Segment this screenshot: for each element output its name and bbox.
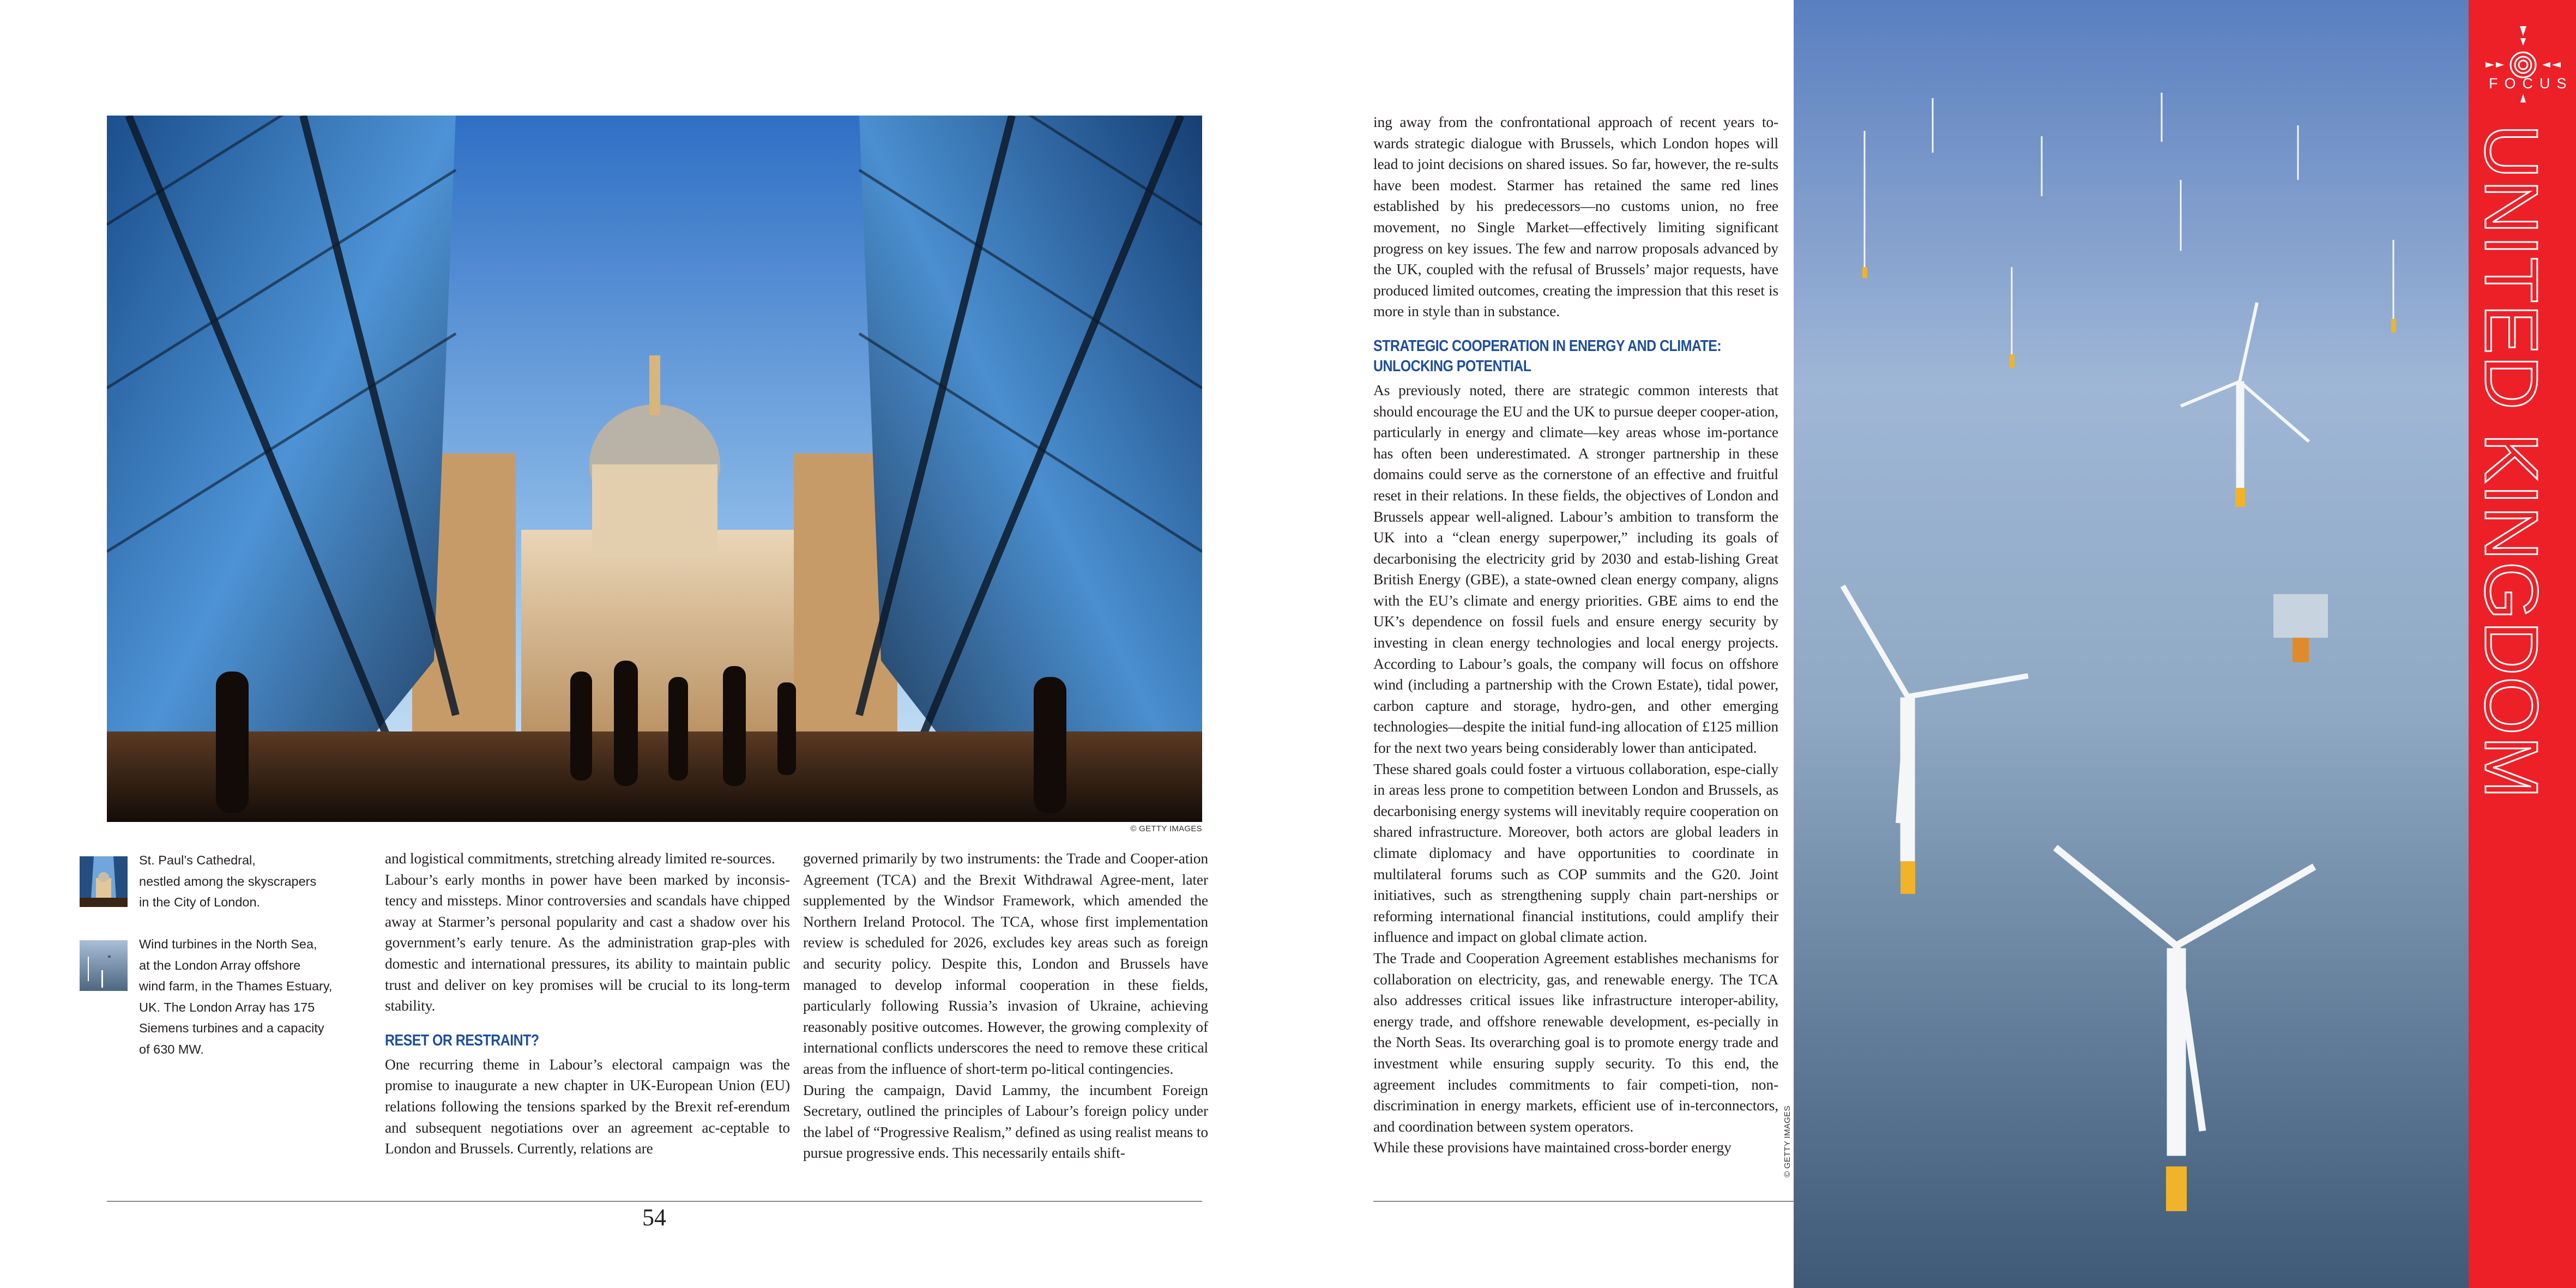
cathedral-caption: St. Paul’s Cathedral, nestled among the skyscrapers in the City of London. <box>139 853 317 909</box>
body-paragraph: The Trade and Cooperation Agreement establishes mechanisms for collaboration on electricity, gas, and renewable energy. The TCA also addresses critical issues like infrastructure interoper-ability, energy trade, and offshore renewable development, es-pecially in the North Seas. Its overarching goal is to promote energy trade and investment while ensuring supply security. To this end, the agreement includes commitments to fair competi-tion, non-discrimination in energy markets, efficient use of in-terconnectors, and coordination between system operators. <box>1373 949 1778 1135</box>
footer-divider <box>107 1201 1202 1202</box>
section-heading-energy-climate: STRATEGIC COOPERATION IN ENERGY AND CLIMATE: UNLOCKING POTENTIAL <box>1373 337 1722 375</box>
section-heading-reset-or-restraint: RESET OR RESTRAINT? <box>385 1031 539 1049</box>
body-paragraph: During the campaign, David Lammy, the incumbent Foreign Secretary, outlined the principles of Labour’s foreign policy under the label of “Progressive Realism,” defined as using realist means to pursue progressive ends. This necessarily entails shift- <box>803 1081 1208 1162</box>
article-column-2 <box>803 848 1208 1164</box>
body-paragraph: While these provisions have maintained cross-border energy <box>1373 1139 1732 1156</box>
body-paragraph: These shared goals could foster a virtuous collaboration, espe-cially in areas less prone to competition between London and Brussels, as decarbonising energy systems will inevitably require cooperation on shared infrastructure. Moreover, both actors are global leaders in climate diplomacy and have opportunities to coordinate in multilateral forums such as COP summits and the G20. Joint initiatives, such as strengthening supply chain part-nerships or reforming international financial institutions, could amplify their influence and impact on global climate action. <box>1373 760 1778 946</box>
body-paragraph: and logistical commitments, stretching already limited re-sources. <box>385 850 775 867</box>
photo-credit: © GETTY IMAGES <box>1130 824 1202 833</box>
body-paragraph: governed primarily by two instruments: the Trade and Cooper-ation Agreement (TCA) and the Brexit Withdrawal Agree-ment, later supplemented by the Windsor Framework, which amended the Northern Ireland Protocol. The TCA, whose first implementation review is scheduled for 2026, excludes key areas such as foreign and security policy. Despite this, London and Brussels have managed to develop informal cooperation in these fields, particularly following Russia’s invasion of Ukraine, achieving reasonably positive outcomes. However, the growing complexity of international conflicts underscores the need to remove these critical areas from the influence of short-term po-litical contingencies. <box>803 850 1208 1077</box>
photo-credit: © GETTY IMAGES <box>1783 1105 1792 1177</box>
cathedral-thumbnail-icon <box>80 856 128 907</box>
footer-divider <box>1373 1201 1794 1202</box>
page-number: 54 <box>642 1204 666 1231</box>
st-pauls-cathedral-photo <box>107 116 1202 822</box>
country-title: UNITED KINGDOM <box>2469 124 2553 800</box>
wind-farm-caption: Wind turbines in the North Sea, at the London Array offshore wind farm, in the Thames Estuary, UK. The London Array has 175 Siemens turbines and a capacity of 630 MW. <box>139 937 333 1056</box>
focus-target-icon <box>2482 21 2573 108</box>
wind-turbines-thumbnail-icon <box>80 940 128 991</box>
offshore-wind-farm-photo <box>1794 0 2469 1288</box>
body-paragraph: ing away from the confrontational approach of recent years to-wards strategic dialogue with Brussels, which London hopes will lead to joint decisions on shared issues. So far, however, the re-sults have been modest. Starmer has retained the same red lines established by his predecessors—no customs union, no free movement, no Single Market—effectively limiting significant progress on key issues. The few and narrow proposals advanced by the UK, coupled with the refusal of Brussels’ major requests, have produced limited outcomes, creating the impression that this reset is more in style than in substance. <box>1373 113 1778 320</box>
focus-logo-word: FOCUS <box>2489 75 2573 92</box>
article-column-3 <box>1373 112 1778 1158</box>
body-paragraph: As previously noted, there are strategic common interests that should encourage the EU and the UK to pursue deeper cooper-ation, particularly in energy and climate—key areas whose im-portance has often been underestimated. A stronger partnership in these domains could serve as the cornerstone of an effective and fruitful reset in their relations. In these fields, the objectives of London and Brussels appear well-aligned. Labour’s ambition to transform the UK into a “clean energy superpower,” including its goals of decarbonising the electricity grid by 2030 and estab-lishing Great British Energy (GBE), a state-owned clean energy company, aligns with the EU’s climate and energy priorities. GBE aims to end the UK’s dependence on fossil fuels and ensure energy security by investing in clean energy technologies and local energy projects. According to Labour’s goals, the company will focus on offshore wind (including a partnership with the Crown Estate), tidal power, carbon capture and storage, hydro-gen, and other emerging technologies—despite the initial fund-ing allocation of £125 million for the next two years being considerably lower than anticipated. <box>1373 381 1778 757</box>
body-paragraph: Labour’s early months in power have been marked by inconsis-tency and missteps. Minor controversies and scandals have chipped away at Starmer’s personal popularity and cast a shadow over his government’s early tenure. As the administration grap-ples with domestic and international pressures, its ability to maintain public trust and deliver on key promises will be crucial to its long-term stability. <box>385 870 790 1014</box>
article-column-1 <box>385 848 790 1159</box>
body-paragraph: One recurring theme in Labour’s electoral campaign was the promise to inaugurate a new chapter in UK-European Union (EU) relations following the tensions sparked by the Brexit ref-erendum and subsequent negotiations over an agreement ac-ceptable to London and Brussels. Currently, relations are <box>385 1055 790 1157</box>
